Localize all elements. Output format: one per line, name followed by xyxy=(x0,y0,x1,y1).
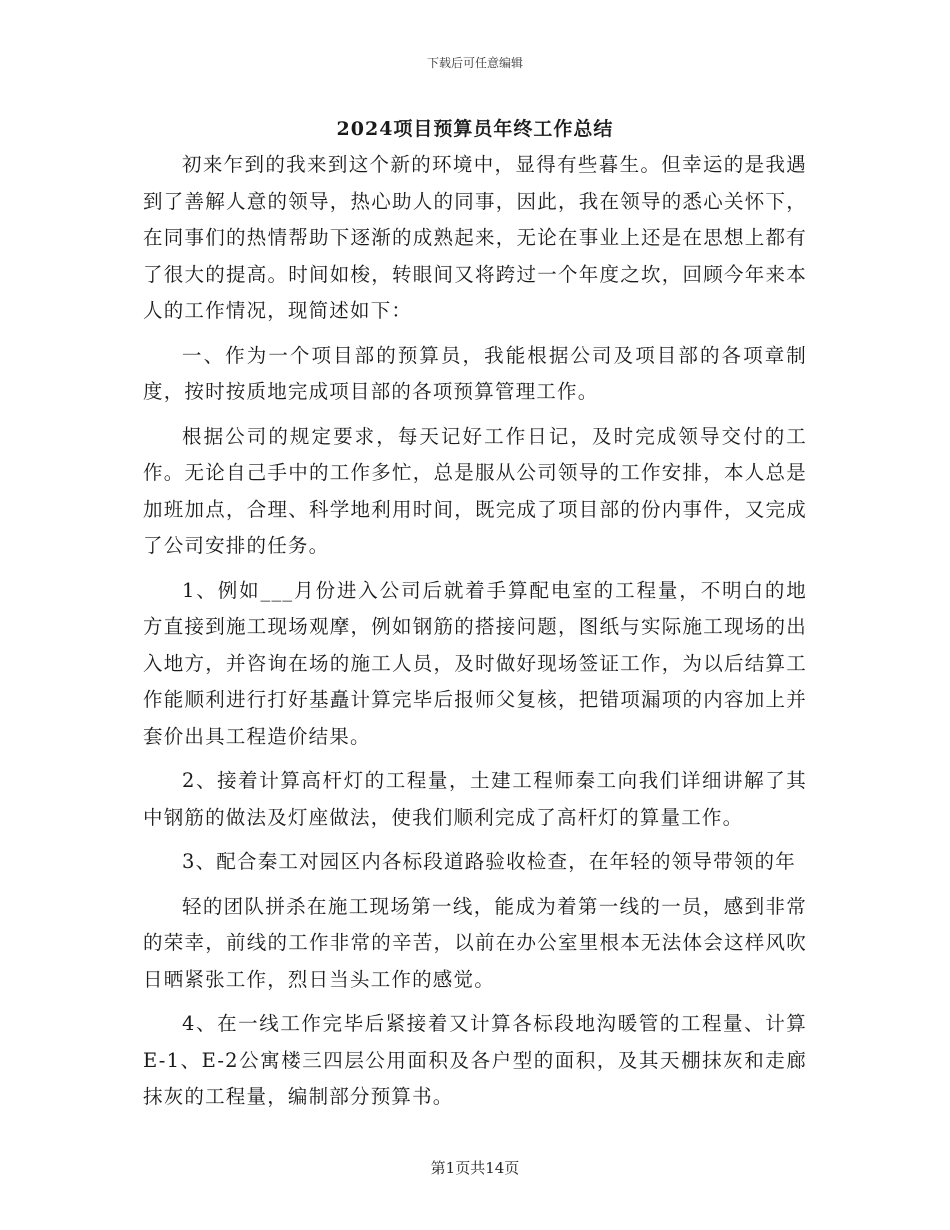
paragraph: 2、接着计算高杆灯的工程量，土建工程师秦工向我们详细讲解了其中钢筋的做法及灯座做法，使我们顺利完成了高杆灯的算量工作。 xyxy=(143,769,807,829)
paragraph: 初来乍到的我来到这个新的环境中，显得有些暮生。但幸运的是我遇到了善解人意的领导，热心助人的同事，因此，我在领导的悉心关怀下，在同事们的热情帮助下逐渐的成熟起来，无论在事业上还是在思想上都有了很大的提高。时间如梭，转眼间又将跨过一个年度之坎，回顾今年来本人的工作情况，现简述如下： xyxy=(143,153,807,322)
paragraph: 3、配合秦工对园区内各标段道路验收检查，在年轻的领导带领的年 xyxy=(182,850,796,873)
paragraph: 轻的团队拼杀在施工现场第一线，能成为着第一线的一员，感到非常的荣幸，前线的工作非常的辛苦，以前在办公室里根本无法体会这样风吹日晒紧张工作，烈日当头工作的感觉。 xyxy=(143,894,807,991)
paragraph: 一、作为一个项目部的预算员，我能根据公司及项目部的各项章制度，按时按质地完成项目部的各项预算管理工作。 xyxy=(143,343,807,403)
paragraph: 4、在一线工作完毕后紧接着又计算各标段地沟暖管的工程量、计算E-1、E-2公寓楼三四层公用面积及各户型的面积，及其天棚抹灰和走廊抹灰的工程量，编制部分预算书。 xyxy=(143,1012,807,1108)
document-title: 2024项目预算员年终工作总结 xyxy=(336,118,614,140)
document-body xyxy=(143,147,807,1124)
paragraph: 根据公司的规定要求，每天记好工作日记，及时完成领导交付的工作。无论自己手中的工作多忙，总是服从公司领导的工作安排，本人总是加班加点，合理、科学地利用时间，既完成了项目部的份内事件，又完成了公司安排的任务。 xyxy=(143,424,807,557)
page-number: 第1页共14页 xyxy=(430,1159,520,1177)
page-header-note: 下载后可任意编辑 xyxy=(426,56,523,70)
paragraph: 1、例如___月份进入公司后就着手算配电室的工程量，不明白的地方直接到施工现场观摩，例如钢筋的搭接问题，图纸与实际施工现场的出入地方，并咨询在场的施工人员，及时做好现场签证工作，为以后结算工作能顺利进行打好基矗计算完毕后报师父复核，把错项漏项的内容加上并套价出具工程造价结果。 xyxy=(143,578,807,748)
